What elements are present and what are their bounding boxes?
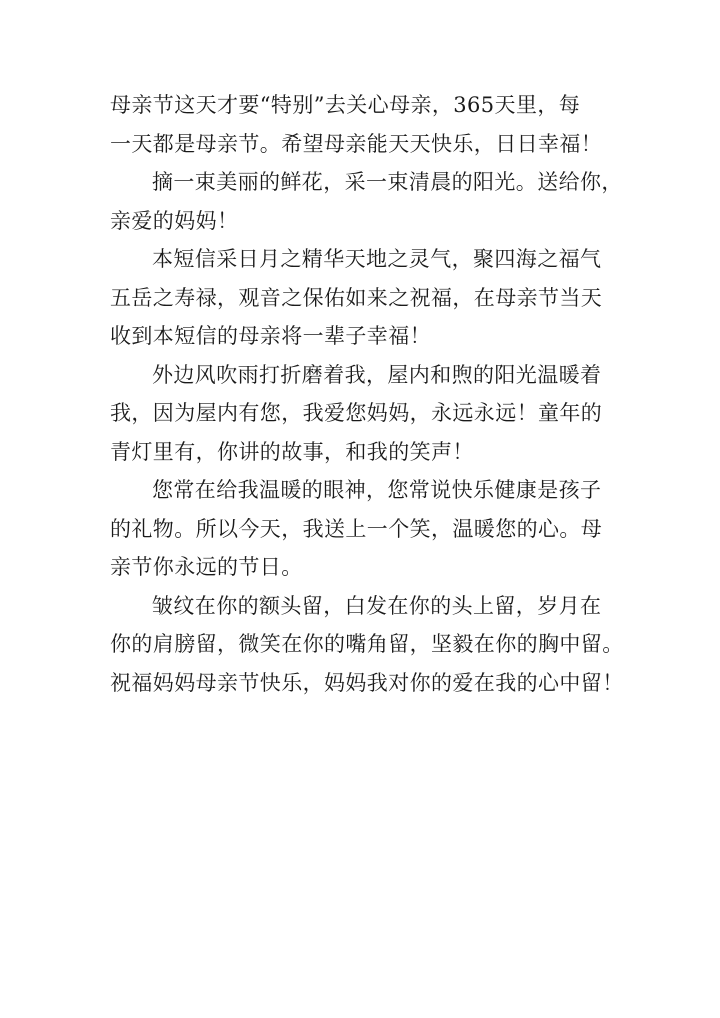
paragraph-1-line-1: 母亲节这天才要“特别”去关心母亲，365天里，每 bbox=[110, 93, 581, 117]
paragraph-2-line-1: 摘一束美丽的鲜花，采一束清晨的阳光。送给你， bbox=[152, 170, 623, 194]
paragraph-5-line-1: 您常在给我温暖的眼神，您常说快乐健康是孩子 bbox=[152, 478, 602, 502]
paragraph-6-line-2: 你的肩膀留，微笑在你的嘴角留，坚毅在你的胸中留。 bbox=[110, 632, 624, 656]
paragraph-3-line-1: 本短信采日月之精华天地之灵气，聚四海之福气 bbox=[152, 247, 602, 271]
paragraph-4-line-3: 青灯里有，你讲的故事，和我的笑声！ bbox=[110, 439, 474, 464]
paragraph-3-line-3: 收到本短信的母亲将一辈子幸福！ bbox=[110, 324, 431, 348]
paragraph-6-line-1: 皱纹在你的额头留，白发在你的头上留，岁月在 bbox=[152, 593, 602, 618]
paragraph-5-line-2: 的礼物。所以今天，我送上一个笑，温暖您的心。母 bbox=[110, 516, 603, 541]
paragraph-5 bbox=[110, 471, 614, 587]
paragraph-4-line-2: 我，因为屋内有您，我爱您妈妈，永远永远！童年的 bbox=[110, 401, 603, 425]
document-page bbox=[110, 86, 624, 702]
paragraph-2-line-2: 亲爱的妈妈！ bbox=[110, 208, 239, 233]
paragraph-6 bbox=[110, 587, 624, 703]
paragraph-1-line-2: 一天都是母亲节。希望母亲能天天快乐，日日幸福！ bbox=[110, 131, 603, 156]
paragraph-4 bbox=[110, 356, 614, 472]
paragraph-4-line-1: 外边风吹雨打折磨着我，屋内和煦的阳光温暖着 bbox=[152, 362, 602, 387]
paragraph-2 bbox=[110, 163, 623, 240]
paragraph-3 bbox=[110, 240, 614, 356]
paragraph-3-line-2: 五岳之寿禄，观音之保佑如来之祝福，在母亲节当天 bbox=[110, 285, 603, 310]
paragraph-5-line-3: 亲节你永远的节日。 bbox=[110, 555, 303, 579]
paragraph-6-line-3: 祝福妈妈母亲节快乐，妈妈我对你的爱在我的心中留！ bbox=[110, 670, 624, 695]
paragraph-1 bbox=[110, 86, 614, 163]
